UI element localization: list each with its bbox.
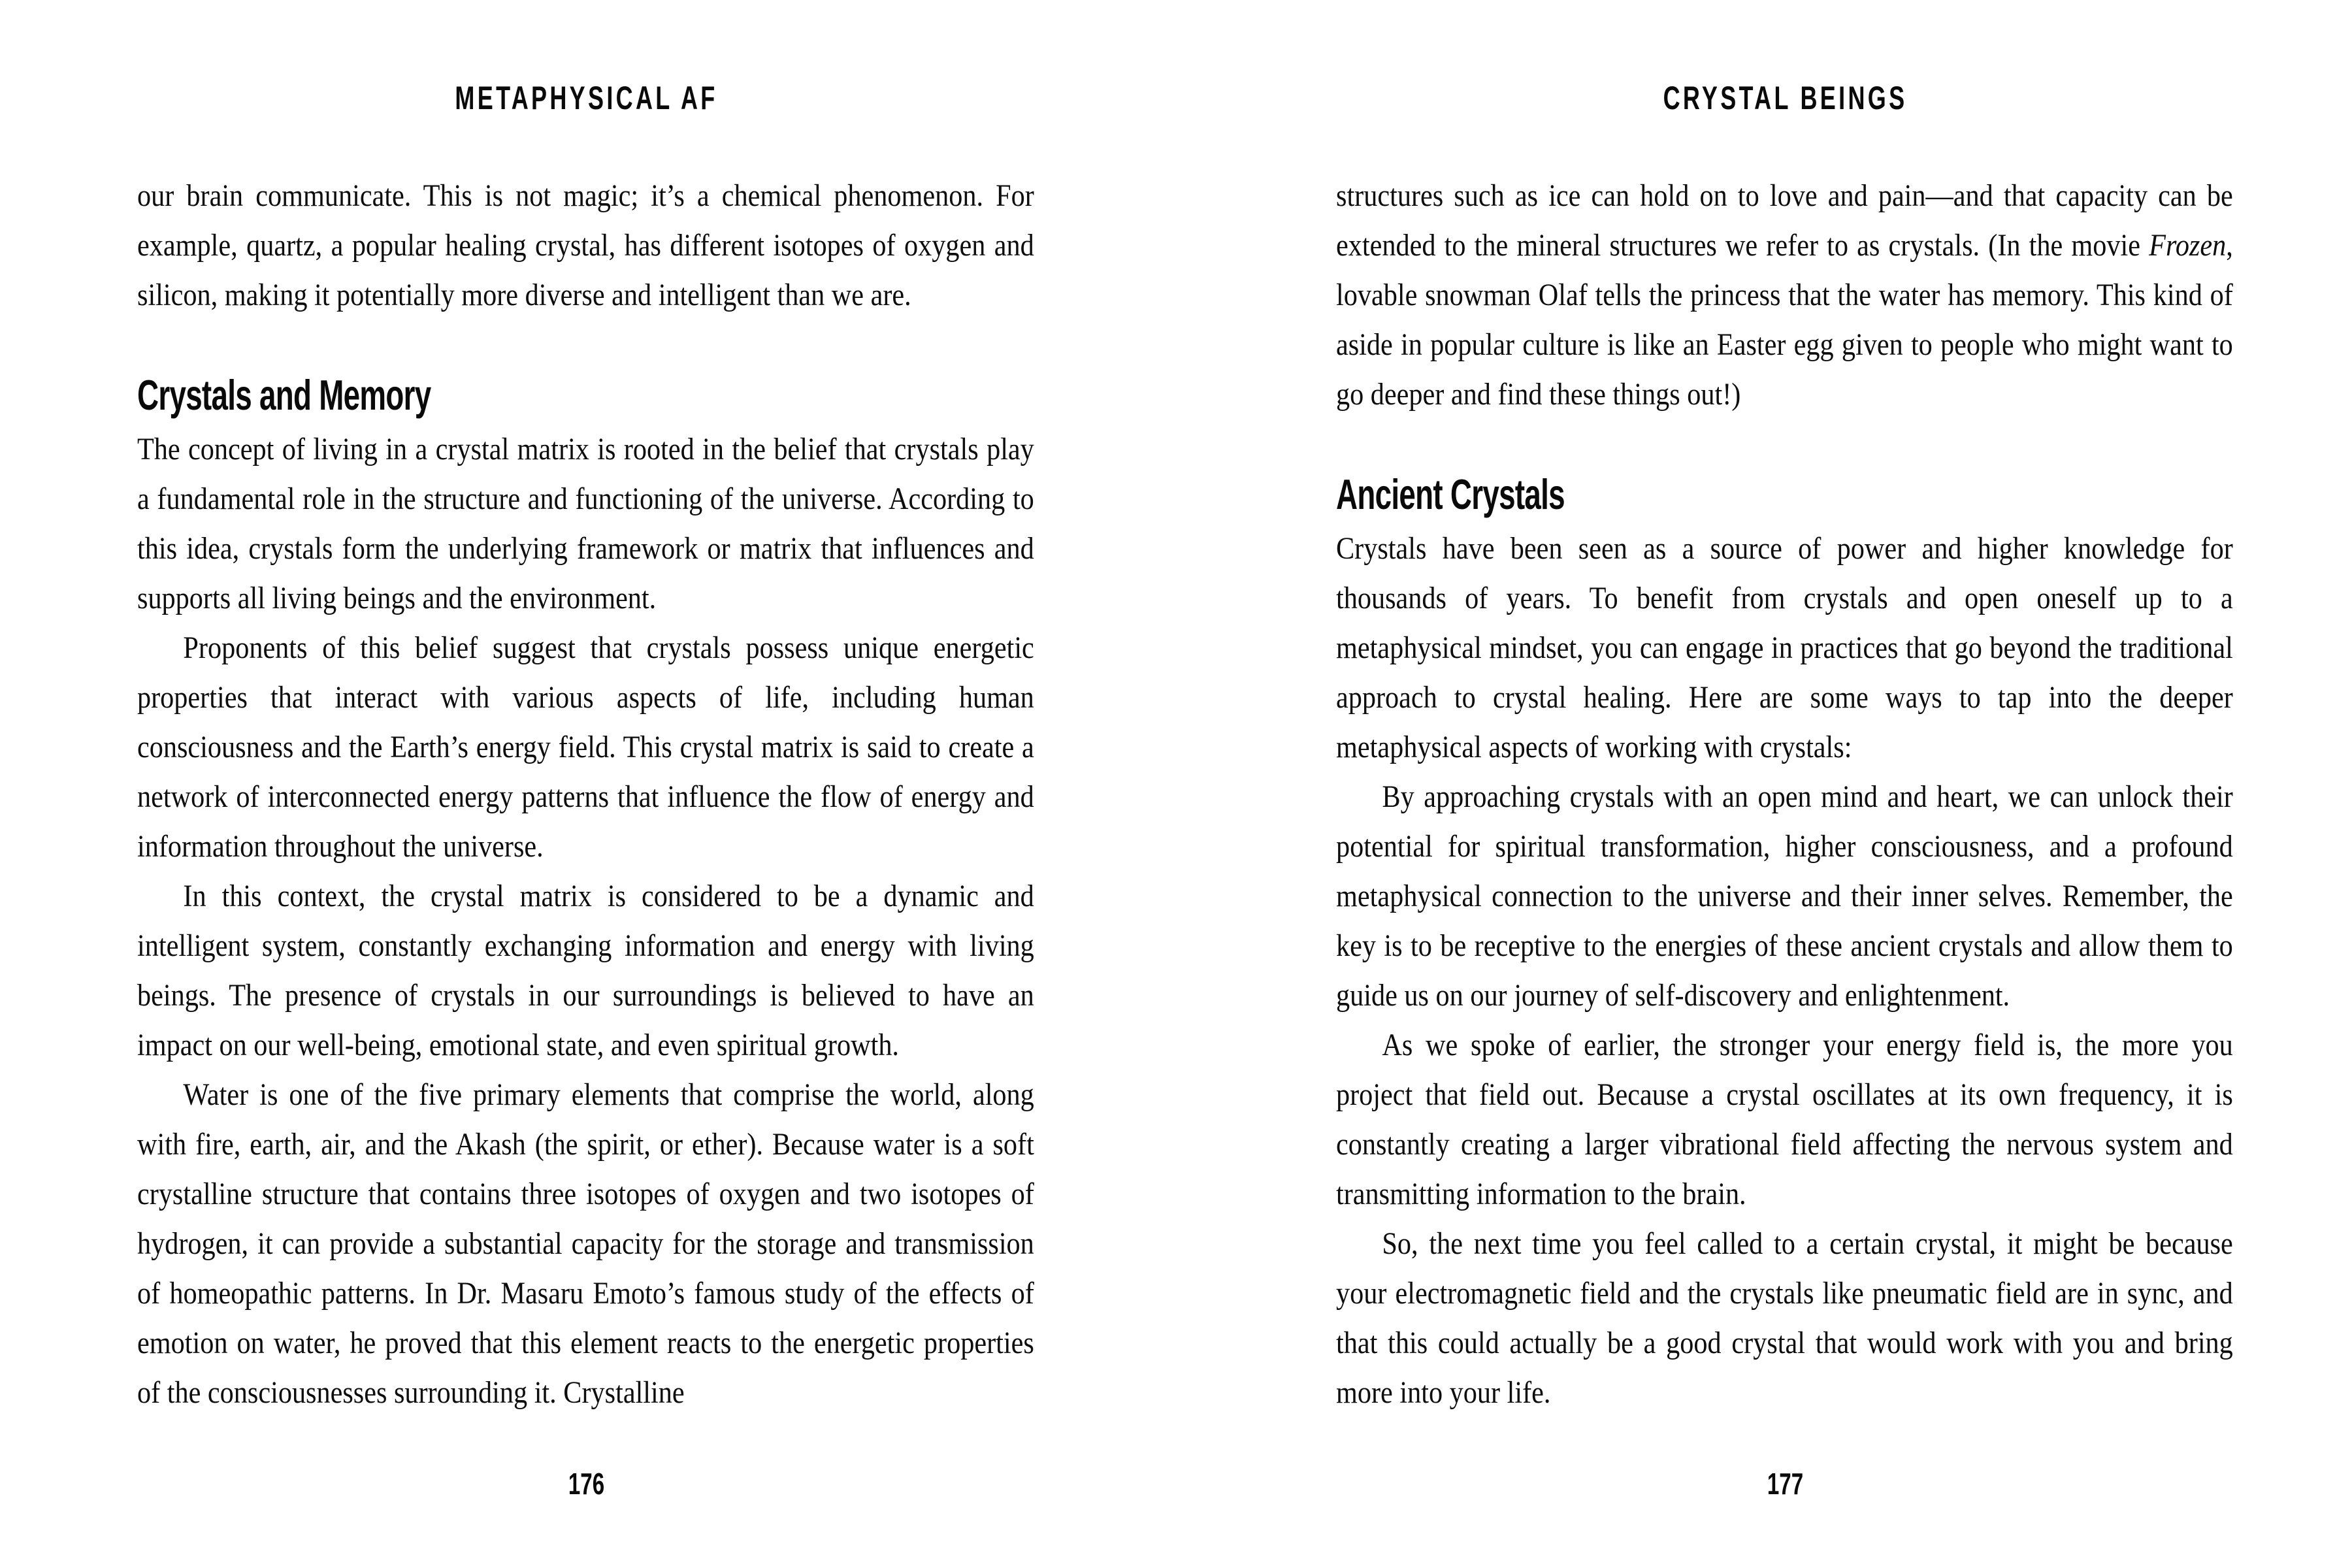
left-paragraph-context: In this context, the crystal matrix is considered to be a dynamic and intelligent system, constantly exchanging information and energy with living beings. The presence of crystals in our surroundings is believed to have an impact on our well-being, emotional state, and even spiritual growth. bbox=[137, 879, 1034, 1062]
right-intro-post: , lovable snowman Olaf tells the princess that the water has memory. This kind of aside in popular culture is like an Easter egg given to people who might want to go deeper and find these things out!) bbox=[1336, 228, 2233, 412]
left-intro-paragraph: our brain communicate. This is not magic; it’s a chemical phenomenon. For example, quartz, a popular healing crystal, has different isotopes of oxygen and silicon, making it potentially more diverse and intelligent than we are. bbox=[137, 178, 1034, 312]
right-paragraph-called-to-crystal: So, the next time you feel called to a certain crystal, it might be because your electromagnetic field and the crystals like pneumatic field are in sync, and that this could actually be a good crystal that would work with you and bring more into your life. bbox=[1336, 1226, 2233, 1410]
right-page-body bbox=[1336, 171, 2233, 1418]
right-paragraph-approaching: By approaching crystals with an open mind and heart, we can unlock their potential for spiritual transformation, higher consciousness, and a profound metaphysical connection to the universe and their inner selves. Remember, the key is to be receptive to the energies of these ancient crystals and allow them to guide us on our journey of self-discovery and enlightenment. bbox=[1336, 779, 2233, 1013]
left-page-number: 176 bbox=[568, 1467, 605, 1501]
right-running-head: CRYSTAL BEINGS bbox=[1663, 80, 1908, 116]
left-paragraph-proponents: Proponents of this belief suggest that crystals possess unique energetic properties that interact with various aspects of life, including human consciousness and the Earth’s energy field. This crystal matrix is said to create a network of interconnected energy patterns that influence the flow of energy and information throughout the universe. bbox=[137, 630, 1034, 864]
right-paragraph-energy-field: As we spoke of earlier, the stronger your energy field is, the more you project that field out. Because a crystal oscillates at its own frequency, it is constantly creating a larger vibrational field affecting the nervous system and transmitting information to the brain. bbox=[1336, 1028, 2233, 1211]
left-page-body bbox=[137, 171, 1034, 1418]
left-running-head: METAPHYSICAL AF bbox=[455, 80, 718, 116]
right-intro-paragraph bbox=[1336, 171, 2233, 419]
left-paragraph-concept: The concept of living in a crystal matrix is rooted in the belief that crystals play a fundamental role in the structure and functioning of the universe. According to this idea, crystals form the underlying framework or matrix that influences and supports all living beings and the environment. bbox=[137, 432, 1034, 615]
left-paragraph-water: Water is one of the five primary elements that comprise the world, along with fire, earth, air, and the Akash (the spirit, or ether). Because water is a soft crystalline structure that contains three isotopes of oxygen and two isotopes of hydrogen, it can provide a substantial capacity for the storage and transmission of homeopathic patterns. In Dr. Masaru Emoto’s famous study of the effects of emotion on water, he proved that this element reacts to the energetic properties of the consciousnesses surrounding it. Crystalline bbox=[137, 1077, 1034, 1410]
left-page bbox=[137, 0, 1036, 1568]
left-section-heading: Crystals and Memory bbox=[137, 371, 431, 419]
right-paragraph-source-of-power: Crystals have been seen as a source of power and higher knowledge for thousands of years. To benefit from crystals and open oneself up to a metaphysical mindset, you can engage in practices that go beyond the traditional approach to crystal healing. Here are some ways to tap into the deeper metaphysical aspects of working with crystals: bbox=[1336, 531, 2233, 764]
right-section-heading: Ancient Crystals bbox=[1336, 470, 1565, 518]
right-intro-pre: structures such as ice can hold on to love and pain—and that capacity can be extended to the mineral structures we refer to as crystals. (In the movie bbox=[1336, 178, 2233, 263]
right-page-number: 177 bbox=[1767, 1467, 1804, 1501]
right-page bbox=[1336, 0, 2234, 1568]
frozen-movie-title: Frozen bbox=[2149, 228, 2227, 263]
